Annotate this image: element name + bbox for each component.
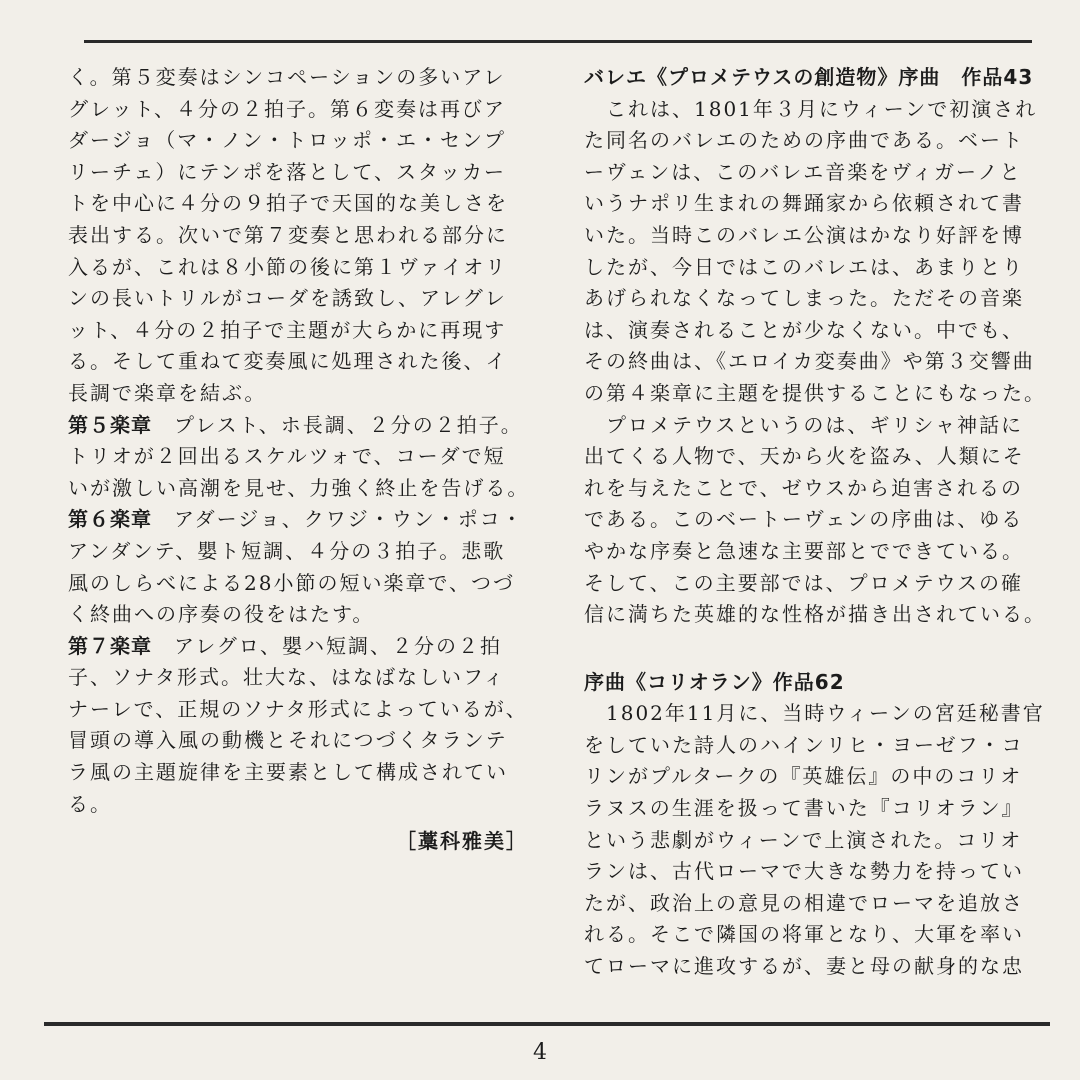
text-line: 子、ソナタ形式。壮大な、はなばなしいフィ bbox=[68, 665, 506, 690]
right-column bbox=[584, 62, 1054, 983]
movement-5-first-line bbox=[68, 410, 538, 442]
text-line: 入るが、これは８小節の後に第１ヴァイオリ bbox=[68, 254, 508, 279]
text-line: アンダンテ、嬰ト短調、４分の３拍子。悲歌 bbox=[68, 538, 506, 563]
text-line: 信に満ちた英雄的な性格が描き出されている。 bbox=[584, 602, 1046, 627]
section-heading-prometheus: バレエ《プロメテウスの創造物》序曲 作品43 bbox=[584, 65, 1034, 89]
text-line: る。そして重ねて変奏風に処理された後、イ bbox=[68, 349, 508, 374]
text-line: トを中心に４分の９拍子で天国的な美しさを bbox=[68, 191, 508, 216]
text-line: したが、今日ではこのバレエは、あまりとり bbox=[584, 254, 1024, 279]
text-line: れる。そこで隣国の将軍となり、大軍を率い bbox=[584, 922, 1024, 947]
paragraph-movement-6 bbox=[68, 504, 538, 630]
section-prometheus bbox=[584, 62, 1054, 631]
text-line: れを与えたことで、ゼウスから迫害されるの bbox=[584, 475, 1023, 500]
text-line: プロメテウスというのは、ギリシャ神話に bbox=[584, 412, 1023, 437]
text-line: は、演奏されることが少なくない。中でも、 bbox=[584, 317, 1024, 342]
page-number: 4 bbox=[533, 1040, 547, 1065]
text-line: ダージョ（マ・ノン・トロッポ・エ・センプ bbox=[68, 128, 506, 153]
text-line: そして、この主要部では、プロメテウスの確 bbox=[584, 570, 1023, 595]
paragraph-movement-5 bbox=[68, 410, 538, 505]
text-line: 1802年11月に、当時ウィーンの宮廷秘書官 bbox=[584, 701, 1045, 726]
text-line: いうナポリ生まれの舞踊家から依頼されて書 bbox=[584, 191, 1024, 216]
bottom-rule bbox=[44, 1022, 1050, 1026]
author-signature bbox=[68, 826, 538, 858]
text-line: やかな序奏と急速な主要部とでできている。 bbox=[584, 538, 1024, 563]
text-line: 冒頭の導入風の動機とそれにつづくタランテ bbox=[68, 728, 508, 753]
top-rule bbox=[84, 40, 1032, 43]
text-line: る。 bbox=[68, 791, 112, 816]
section-coriolan bbox=[584, 667, 1054, 983]
text-line: これは、1801年３月にウィーンで初演され bbox=[584, 96, 1038, 121]
text-line: いが激しい高潮を見せ、力強く終止を告げる。 bbox=[68, 475, 530, 500]
text-line: その終曲は、《エロイカ変奏曲》や第３交響曲 bbox=[584, 349, 1035, 374]
text-line: 風のしらべによる28小節の短い楽章で、つづ bbox=[68, 570, 516, 595]
text-line: という悲劇がウィーンで上演された。コリオ bbox=[584, 827, 1023, 852]
text-line: リンがプルタークの『英雄伝』の中のコリオ bbox=[584, 764, 1023, 789]
movement-6-intro: アダージョ、クワジ・ウン・ポコ・ bbox=[174, 507, 524, 532]
text-line: 出てくる人物で、天から火を盗み、人類にそ bbox=[584, 444, 1025, 469]
text-line: ランは、古代ローマで大きな勢力を持ってい bbox=[584, 859, 1024, 884]
movement-7-first-line bbox=[68, 631, 538, 663]
movement-5-heading: 第５楽章 bbox=[68, 412, 152, 437]
text-line: たが、政治上の意見の相違でローマを追放さ bbox=[584, 890, 1024, 915]
movement-5-intro: プレスト、ホ長調、２分の２拍子。 bbox=[174, 412, 523, 437]
text-line: ンの長いトリルがコーダを誘致し、アレグレ bbox=[68, 286, 507, 311]
movement-6-first-line bbox=[68, 504, 538, 536]
text-line: 長調で楽章を結ぶ。 bbox=[68, 380, 267, 405]
text-line: リーチェ）にテンポを落として、スタッカー bbox=[68, 159, 506, 184]
text-line: く。第５変奏はシンコペーションの多いアレ bbox=[68, 65, 506, 89]
text-line: 表出する。次いで第７変奏と思われる部分に bbox=[68, 222, 508, 247]
text-line: あげられなくなってしまった。ただその音楽 bbox=[584, 286, 1024, 311]
section-heading-coriolan: 序曲《コリオラン》作品62 bbox=[584, 669, 845, 694]
movement-7-intro: アレグロ、嬰ハ短調、２分の２拍 bbox=[174, 633, 502, 658]
section-spacer bbox=[584, 631, 1054, 667]
text-line: ナーレで、正規のソナタ形式によっているが、 bbox=[68, 696, 528, 721]
text-line: の第４楽章に主題を提供することにもなった。 bbox=[584, 380, 1046, 405]
text-line: をしていた詩人のハインリヒ・ヨーゼフ・コ bbox=[584, 732, 1024, 757]
text-line: てローマに進攻するが、妻と母の献身的な忠 bbox=[584, 954, 1024, 979]
author-signature-text: ［藁科雅美］ bbox=[396, 829, 528, 854]
paragraph-variation bbox=[68, 62, 538, 410]
text-line: いた。当時このバレエ公演はかなり好評を博 bbox=[584, 222, 1024, 247]
text-line: ラ風の主題旋律を主要素として構成されてい bbox=[68, 760, 508, 785]
text-line: ット、４分の２拍子で主題が大らかに再現す bbox=[68, 317, 507, 342]
movement-6-heading: 第６楽章 bbox=[68, 507, 152, 532]
text-line: グレット、４分の２拍子。第６変奏は再びア bbox=[68, 96, 506, 121]
text-line: く終曲への序奏の役をはたす。 bbox=[68, 602, 375, 627]
text-line: ーヴェンは、このバレエ音楽をヴィガーノと bbox=[584, 159, 1022, 184]
movement-7-heading: 第７楽章 bbox=[68, 633, 152, 658]
text-line: である。このベートーヴェンの序曲は、ゆる bbox=[584, 507, 1024, 532]
text-line: トリオが２回出るスケルツォで、コーダで短 bbox=[68, 444, 506, 469]
text-line: ラヌスの生涯を扱って書いた『コリオラン』 bbox=[584, 796, 1024, 821]
left-column bbox=[68, 62, 538, 858]
paragraph-movement-7 bbox=[68, 631, 538, 821]
text-line: た同名のバレエのための序曲である。ベート bbox=[584, 128, 1024, 153]
